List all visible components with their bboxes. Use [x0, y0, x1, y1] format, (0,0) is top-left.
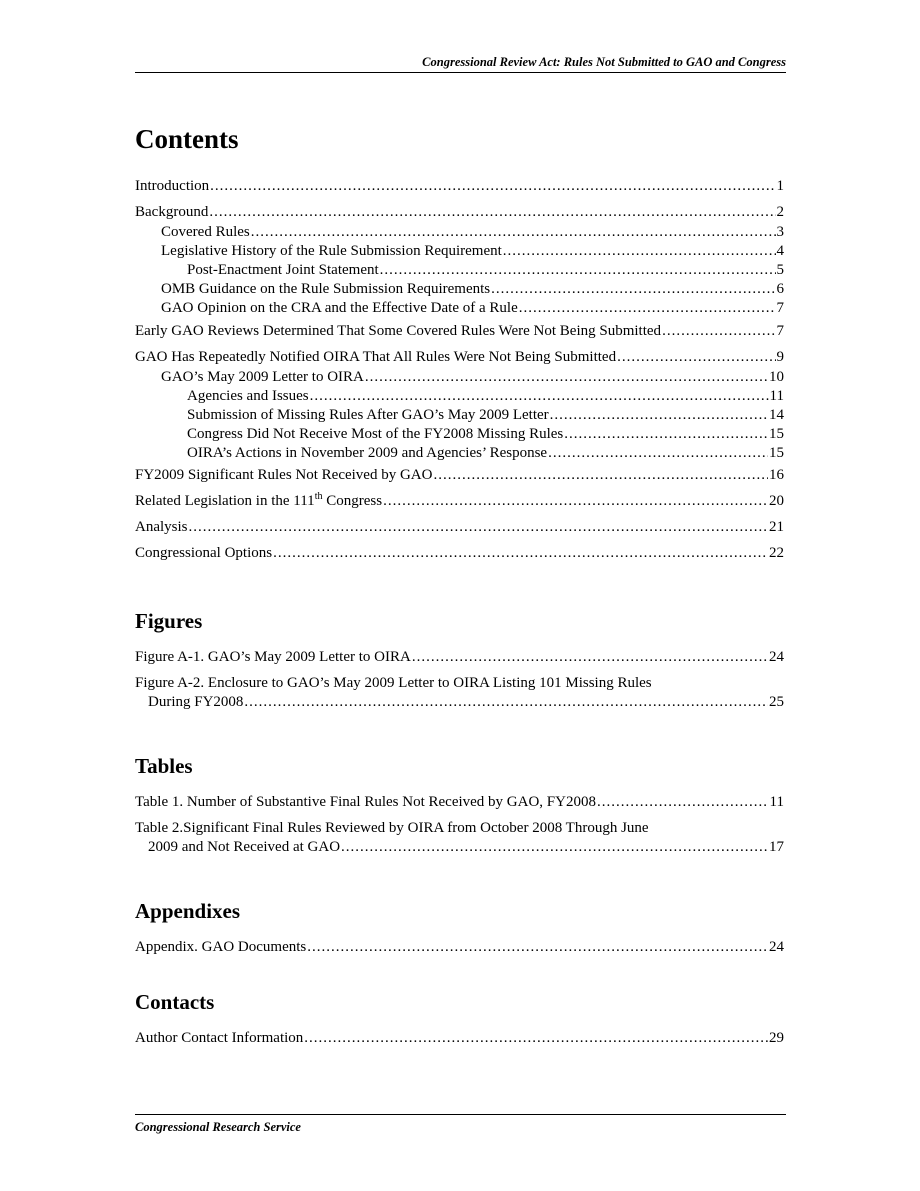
toc-entry-page: 9	[776, 349, 784, 365]
toc-entry-table-1[interactable]	[135, 793, 784, 819]
header-rule	[135, 72, 786, 73]
toc-title-part: Congress	[322, 493, 383, 509]
toc-entry-title: Submission of Missing Rules After GAO’s May 2009 Letter	[187, 407, 549, 423]
toc-entry-page: 7	[776, 323, 784, 339]
toc-entry-title: OIRA’s Actions in November 2009 and Agencies’ Response	[187, 445, 548, 461]
toc-entry-title: Early GAO Reviews Determined That Some Covered Rules Were Not Being Submitted	[135, 323, 662, 339]
toc-entry-page: 7	[776, 300, 784, 316]
dot-leader	[365, 368, 768, 387]
dot-leader	[503, 242, 776, 261]
toc-entry-agencies-issues[interactable]	[135, 387, 784, 406]
dot-leader	[662, 322, 775, 341]
running-header: Congressional Review Act: Rules Not Submitted to GAO and Congress	[422, 55, 786, 69]
toc-entry-oira-actions[interactable]	[135, 444, 784, 466]
dot-leader	[383, 492, 768, 511]
toc-entry-title-line2: During FY2008	[148, 694, 244, 710]
toc-entry-page: 25	[769, 694, 784, 710]
dot-leader	[273, 544, 768, 563]
dot-leader	[310, 387, 769, 406]
toc-entry-page: 4	[776, 243, 784, 259]
toc-entry-page: 2	[776, 204, 784, 220]
toc-entry-title: Congressional Options	[135, 545, 273, 561]
toc-entry-author-contact[interactable]	[135, 1029, 784, 1048]
dot-leader	[597, 793, 769, 812]
dot-leader	[550, 406, 768, 425]
toc-entry-title: Agencies and Issues	[187, 388, 309, 404]
dot-leader	[210, 177, 775, 196]
toc-entry-title: GAO Has Repeatedly Notified OIRA That All Rules Were Not Being Submitted	[135, 349, 617, 365]
appendixes-title: Appendixes	[135, 899, 241, 923]
toc-entry-title-line2: 2009 and Not Received at GAO	[148, 839, 341, 855]
toc-entry-title: Background	[135, 204, 209, 220]
toc-entry-related-legislation[interactable]	[135, 492, 784, 518]
toc-entry-may-2009-letter[interactable]	[135, 368, 784, 387]
toc-entry-title: Covered Rules	[161, 224, 250, 240]
toc-entry-title: Figure A-1. GAO’s May 2009 Letter to OIRA	[135, 649, 411, 665]
contacts-title: Contacts	[135, 990, 215, 1014]
dot-leader	[189, 518, 769, 537]
tables-title: Tables	[135, 754, 193, 778]
contents-list	[135, 177, 784, 564]
contacts-list	[135, 1029, 784, 1048]
toc-entry-congressional-options[interactable]	[135, 544, 784, 564]
footer-rule	[135, 1114, 786, 1115]
toc-entry-page: 21	[769, 519, 784, 535]
toc-entry-title: Author Contact Information	[135, 1030, 304, 1046]
running-footer: Congressional Research Service	[135, 1120, 301, 1134]
dot-leader	[341, 838, 768, 857]
toc-entry-legislative-history[interactable]	[135, 242, 784, 261]
toc-entry-title: GAO Opinion on the CRA and the Effective Date of a Rule	[161, 300, 518, 316]
toc-entry-title: Introduction	[135, 178, 210, 194]
toc-entry-page: 17	[769, 839, 784, 855]
toc-entry-title: Appendix. GAO Documents	[135, 939, 307, 955]
toc-entry-covered-rules[interactable]	[135, 223, 784, 242]
toc-entry-page: 6	[776, 281, 784, 297]
toc-entry-page: 10	[769, 369, 784, 385]
toc-entry-title: Table 1. Number of Substantive Final Rules Not Received by GAO, FY2008	[135, 794, 596, 810]
toc-entry-page: 22	[769, 545, 784, 561]
toc-entry-page: 11	[769, 794, 784, 810]
dot-leader	[380, 261, 776, 280]
toc-entry-title: Post-Enactment Joint Statement	[187, 262, 379, 278]
dot-leader	[412, 648, 768, 667]
toc-entry-table-2[interactable]	[135, 819, 784, 857]
dot-leader	[251, 223, 776, 242]
toc-entry-title: Legislative History of the Rule Submission Requirement	[161, 243, 502, 259]
figures-list	[135, 648, 784, 712]
dot-leader	[491, 280, 775, 299]
contents-title: Contents	[135, 124, 239, 154]
toc-entry-appendix[interactable]	[135, 938, 784, 957]
toc-entry-page: 1	[776, 178, 784, 194]
toc-entry-joint-statement[interactable]	[135, 261, 784, 280]
dot-leader	[433, 466, 768, 485]
toc-entry-gao-notified-oira[interactable]	[135, 348, 784, 368]
toc-entry-background[interactable]	[135, 203, 784, 223]
ordinal-superscript: th	[314, 491, 323, 502]
tables-list	[135, 793, 784, 857]
toc-entry-title: Congress Did Not Receive Most of the FY2008 Missing Rules	[187, 426, 564, 442]
toc-entry-page: 11	[769, 388, 784, 404]
toc-entry-title: Analysis	[135, 519, 188, 535]
toc-entry-page: 24	[769, 649, 784, 665]
figures-title: Figures	[135, 609, 203, 633]
toc-entry-figure-a1[interactable]	[135, 648, 784, 674]
dot-leader	[519, 299, 776, 318]
toc-entry-early-gao-reviews[interactable]	[135, 322, 784, 348]
toc-entry-omb-guidance[interactable]	[135, 280, 784, 299]
toc-entry-page: 5	[776, 262, 784, 278]
dot-leader	[548, 444, 768, 463]
dot-leader	[564, 425, 768, 444]
toc-entry-congress-not-receive[interactable]	[135, 425, 784, 444]
toc-entry-submission-missing-rules[interactable]	[135, 406, 784, 425]
toc-title-part: Related Legislation in the 111	[135, 493, 315, 509]
dot-leader	[304, 1029, 768, 1048]
toc-entry-analysis[interactable]	[135, 518, 784, 544]
dot-leader	[307, 938, 768, 957]
toc-entry-title-line1: Figure A-2. Enclosure to GAO’s May 2009 Letter to OIRA Listing 101 Missing Rules	[135, 675, 652, 691]
toc-entry-page: 16	[769, 467, 784, 483]
toc-entry-page: 14	[769, 407, 784, 423]
appendixes-list	[135, 938, 784, 957]
dot-leader	[209, 203, 775, 222]
toc-entry-fy2009-rules[interactable]	[135, 466, 784, 492]
toc-entry-page: 15	[769, 445, 784, 461]
toc-entry-gao-opinion[interactable]	[135, 299, 784, 322]
toc-entry-page: 20	[769, 493, 784, 509]
toc-entry-title: GAO’s May 2009 Letter to OIRA	[161, 369, 364, 385]
dot-leader	[617, 348, 775, 367]
toc-entry-title: FY2009 Significant Rules Not Received by GAO	[135, 467, 433, 483]
toc-entry-page: 29	[769, 1030, 784, 1046]
toc-entry-title	[135, 492, 382, 511]
toc-entry-page: 3	[776, 224, 784, 240]
toc-entry-page: 15	[769, 426, 784, 442]
toc-entry-title-line1: Table 2.Significant Final Rules Reviewed by OIRA from October 2008 Through June	[135, 820, 649, 836]
toc-entry-figure-a2[interactable]	[135, 674, 784, 712]
dot-leader	[244, 693, 768, 712]
toc-entry-introduction[interactable]	[135, 177, 784, 203]
toc-entry-page: 24	[769, 939, 784, 955]
toc-entry-title: OMB Guidance on the Rule Submission Requirements	[161, 281, 491, 297]
